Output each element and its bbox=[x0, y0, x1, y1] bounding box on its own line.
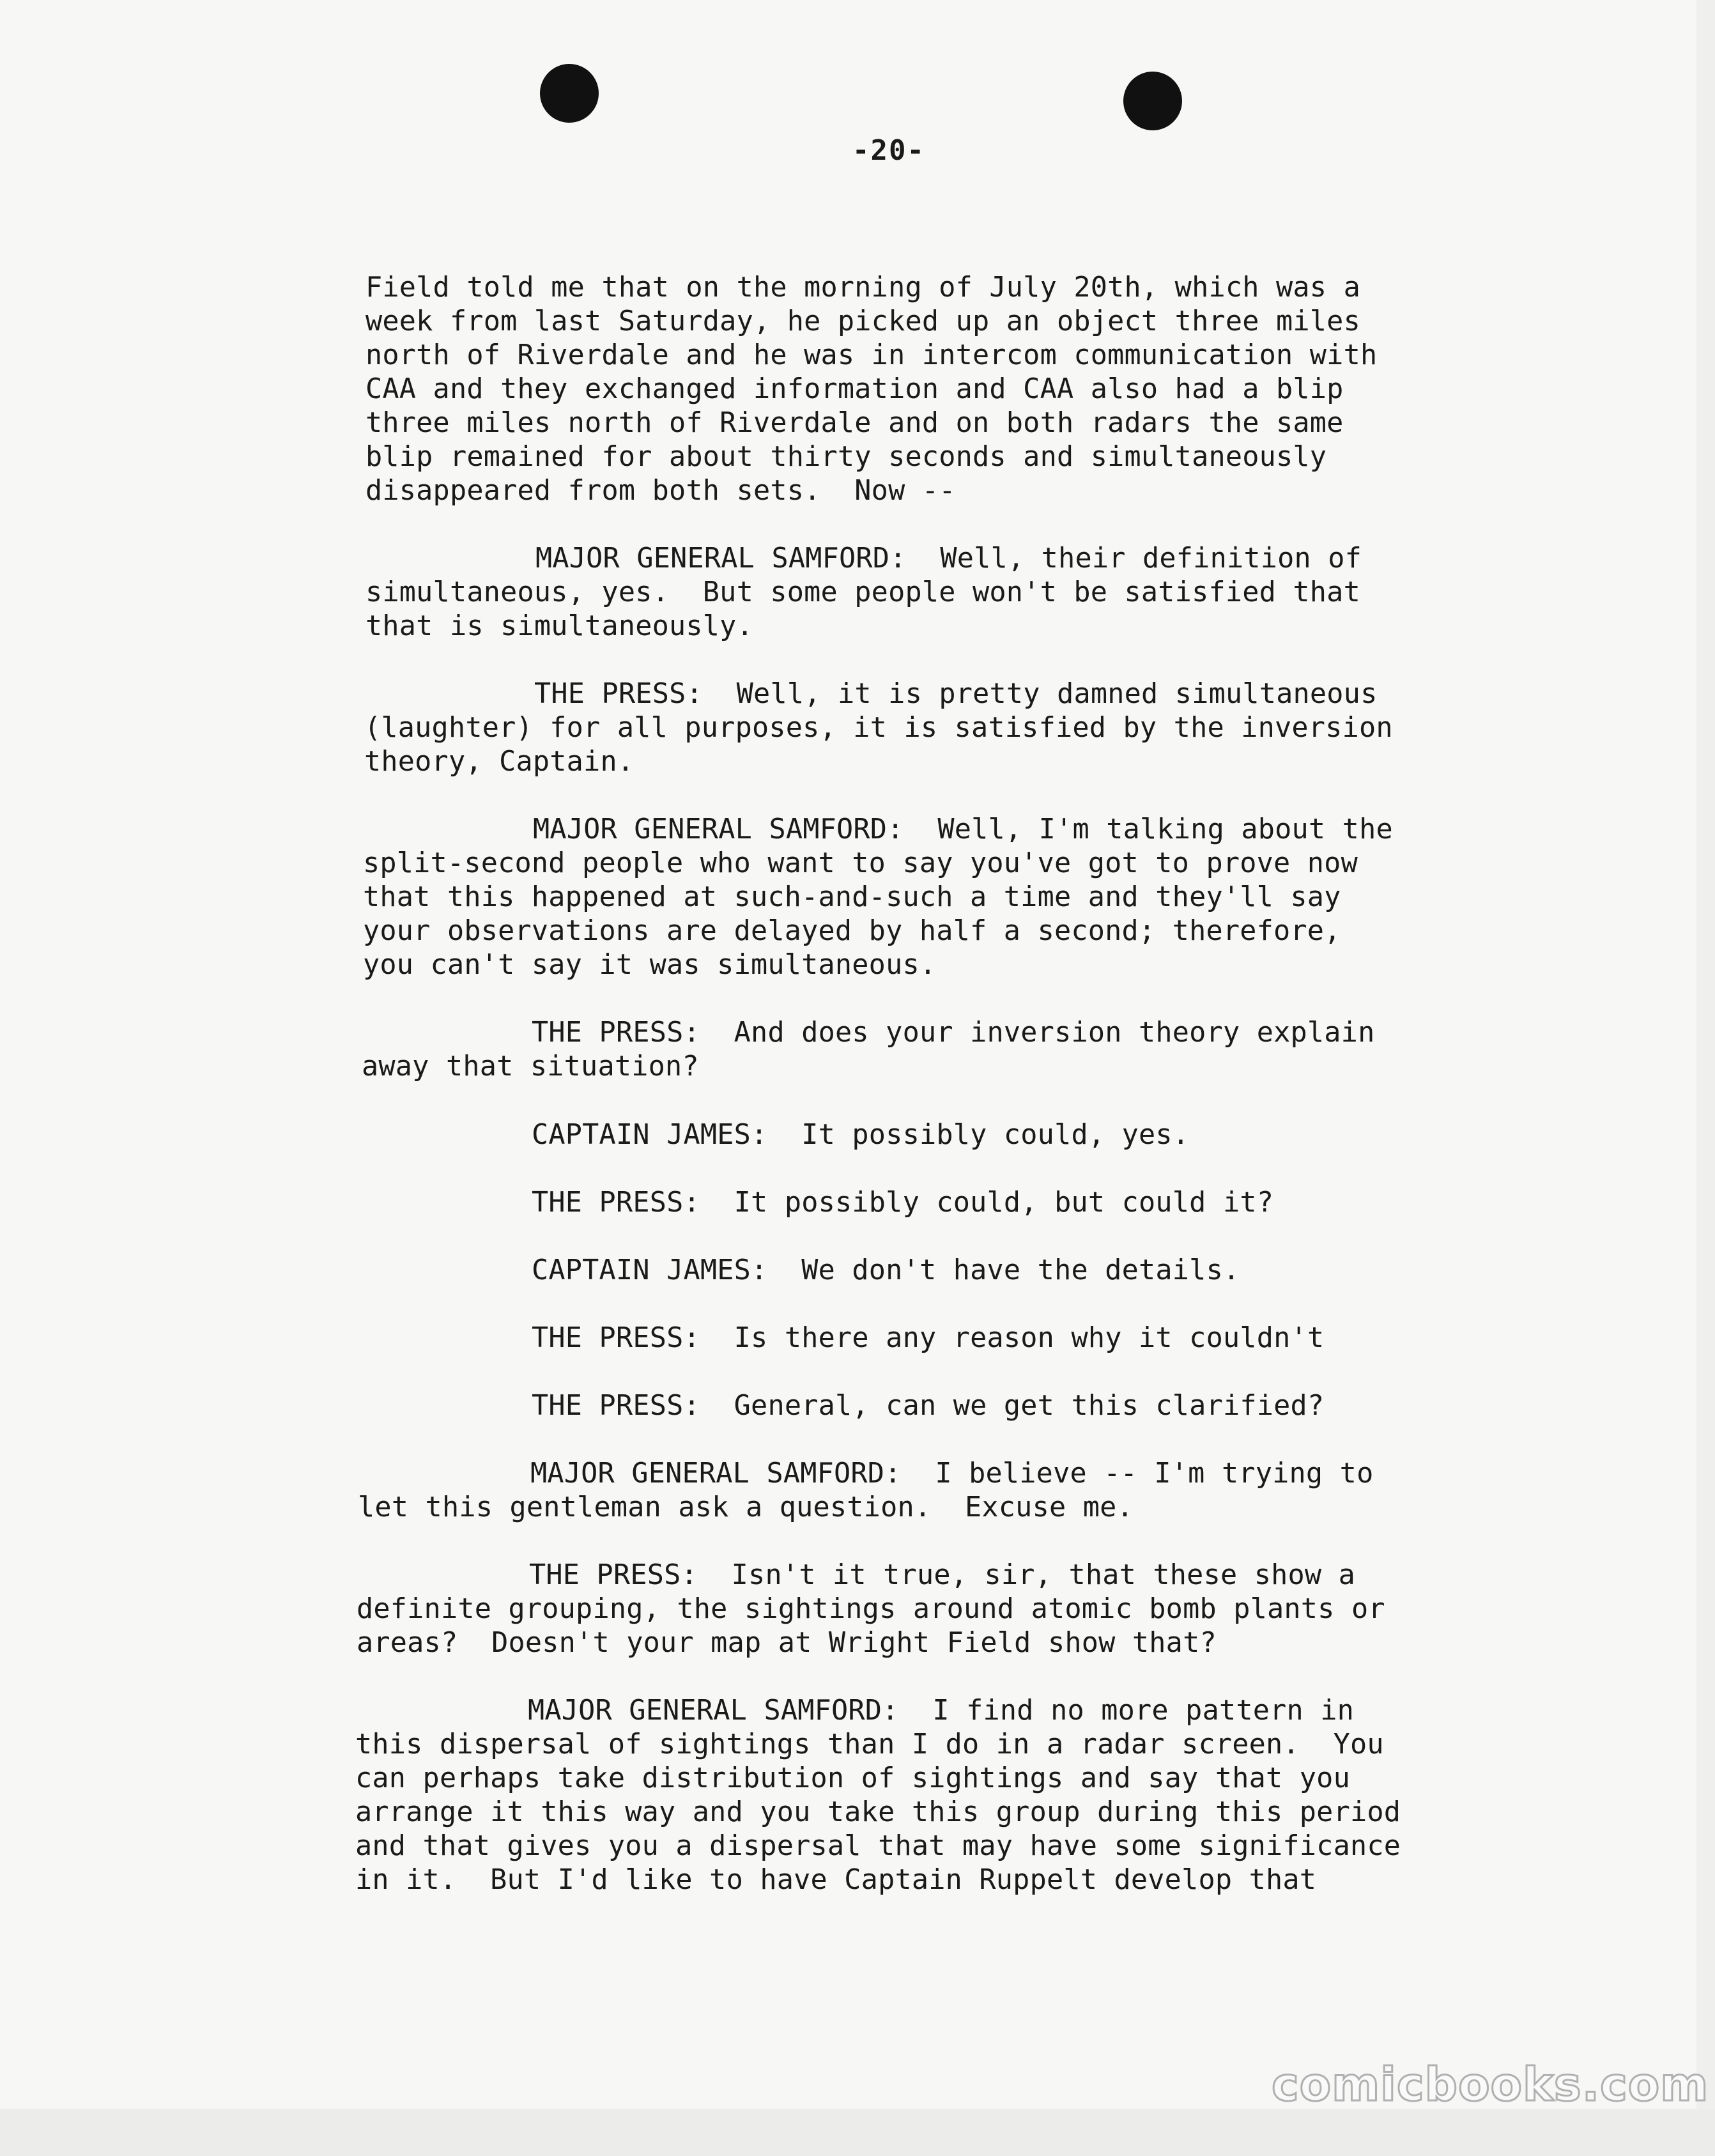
punch-hole-left bbox=[540, 64, 599, 123]
text-line: three miles north of Riverdale and on both radars the same bbox=[365, 407, 1344, 439]
speaker-line: MAJOR GENERAL SAMFORD: I find no more pattern in bbox=[528, 1695, 1355, 1727]
text-line: that is simultaneously. bbox=[365, 610, 753, 642]
punch-hole-right bbox=[1123, 72, 1182, 130]
text-line: away that situation? bbox=[362, 1051, 699, 1082]
text-line: can perhaps take distribution of sightings and say that you bbox=[355, 1762, 1350, 1794]
text-line: you can't say it was simultaneous. bbox=[363, 949, 937, 981]
text-line: your observations are delayed by half a second; therefore, bbox=[363, 915, 1341, 947]
speaker-line: CAPTAIN JAMES: We don't have the details. bbox=[532, 1254, 1240, 1286]
text-line: Field told me that on the morning of July 20th, which was a bbox=[365, 272, 1360, 304]
speaker-line: THE PRESS: And does your inversion theory explain bbox=[532, 1017, 1375, 1049]
speaker-line: THE PRESS: General, can we get this clarified? bbox=[532, 1390, 1325, 1422]
text-line: and that gives you a dispersal that may have some significance bbox=[355, 1830, 1401, 1862]
speaker-line: THE PRESS: It possibly could, but could it? bbox=[532, 1187, 1274, 1219]
text-line: areas? Doesn't your map at Wright Field show that? bbox=[357, 1627, 1217, 1659]
text-line: this dispersal of sightings than I do in a radar screen. You bbox=[355, 1729, 1384, 1760]
text-line: simultaneous, yes. But some people won't be satisfied that bbox=[365, 576, 1360, 608]
text-line: blip remained for about thirty seconds and simultaneously bbox=[365, 441, 1327, 473]
text-line: (laughter) for all purposes, it is satisfied by the inversion bbox=[364, 712, 1393, 744]
speaker-line: CAPTAIN JAMES: It possibly could, yes. bbox=[532, 1119, 1190, 1151]
speaker-line: MAJOR GENERAL SAMFORD: I believe -- I'm trying to bbox=[530, 1458, 1374, 1490]
speaker-line: MAJOR GENERAL SAMFORD: Well, their definition of bbox=[535, 543, 1362, 574]
text-line: arrange it this way and you take this group during this period bbox=[355, 1796, 1401, 1828]
text-line: north of Riverdale and he was in intercom communication with bbox=[365, 339, 1378, 371]
speaker-line: THE PRESS: Is there any reason why it couldn't bbox=[532, 1322, 1325, 1354]
text-line: definite grouping, the sightings around atomic bomb plants or bbox=[357, 1593, 1385, 1625]
page-number: -20- bbox=[852, 134, 925, 167]
speaker-line: THE PRESS: Isn't it true, sir, that these show a bbox=[529, 1559, 1356, 1591]
watermark-logo: comicbooks.com bbox=[1272, 2058, 1709, 2111]
text-line: let this gentleman ask a question. Excuse me. bbox=[358, 1491, 1134, 1523]
speaker-line: MAJOR GENERAL SAMFORD: Well, I'm talking about the bbox=[533, 813, 1393, 845]
text-line: week from last Saturday, he picked up an object three miles bbox=[365, 305, 1360, 337]
text-line: CAA and they exchanged information and CAA also had a blip bbox=[365, 373, 1344, 405]
text-line: theory, Captain. bbox=[364, 746, 634, 778]
text-line: split-second people who want to say you've got to prove now bbox=[363, 847, 1358, 879]
text-line: in it. But I'd like to have Captain Ruppelt develop that bbox=[355, 1864, 1317, 1896]
bottom-scan-band bbox=[0, 2109, 1715, 2156]
page-edge-shadow bbox=[1696, 0, 1715, 2156]
text-line: that this happened at such-and-such a time and they'll say bbox=[363, 881, 1341, 913]
speaker-line: THE PRESS: Well, it is pretty damned simultaneous bbox=[534, 678, 1378, 710]
text-line: disappeared from both sets. Now -- bbox=[365, 475, 956, 507]
